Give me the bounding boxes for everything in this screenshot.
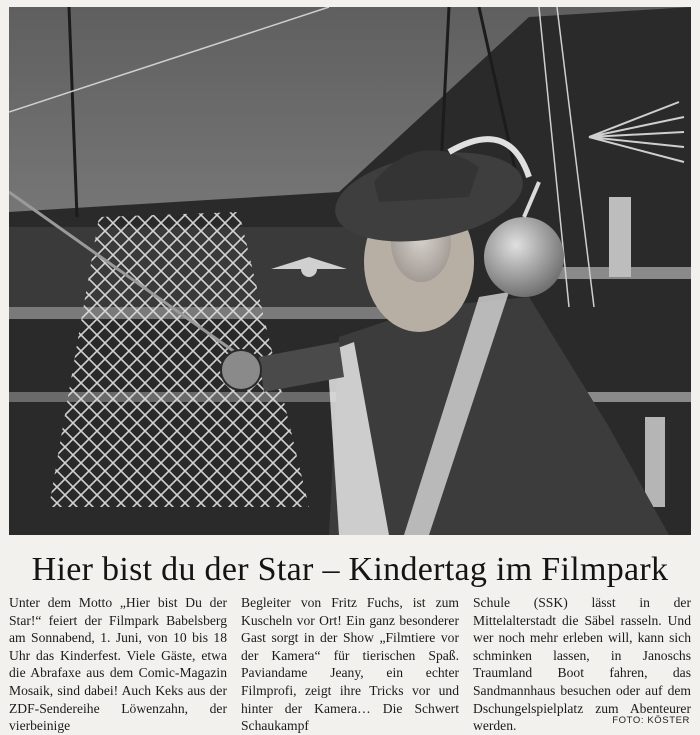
- article-body: [9, 594, 691, 734]
- article-headline: Hier bist du der Star – Kindertag im Filmpark: [31, 551, 669, 588]
- photo-illustration: [9, 7, 691, 535]
- article-column-2: Begleiter von Fritz Fuchs, ist zum Kuscheln vor Ort! Ein ganz besonderer Gast sorgt in der Show „Filmtiere vor der Kamera“ für tierischen Spaß. Paviandame Jeany, ein echter Filmprofi, zeigt ihre Tricks vor und hinter der Kamera… Die Schwert Schaukampf: [241, 595, 459, 734]
- photo-credit: FOTO: KÖSTER: [612, 715, 690, 726]
- article-column-3: Schule (SSK) lässt in der Mittelalterstadt die Säbel rasseln. Und wer noch mehr erleben will, kann sich schminken lassen, in Janoschs Traumland Boot fahren, das Sandmannhaus besuchen oder auf dem Dschungelspielplatz zum Abenteurer werden.: [473, 595, 691, 734]
- article-column-1: Unter dem Motto „Hier bist Du der Star!“ feiert der Filmpark Babelsberg am Sonnabend, 1. Juni, von 10 bis 18 Uhr das Kinderfest. Viele Gäste, etwa die Abrafaxe aus dem Comic-Magazin Mosaik, sind dabei! Auch Keks aus der ZDF-Sendereihe Löwenzahn, der vierbeinige: [9, 595, 227, 734]
- article-photo: [9, 7, 691, 535]
